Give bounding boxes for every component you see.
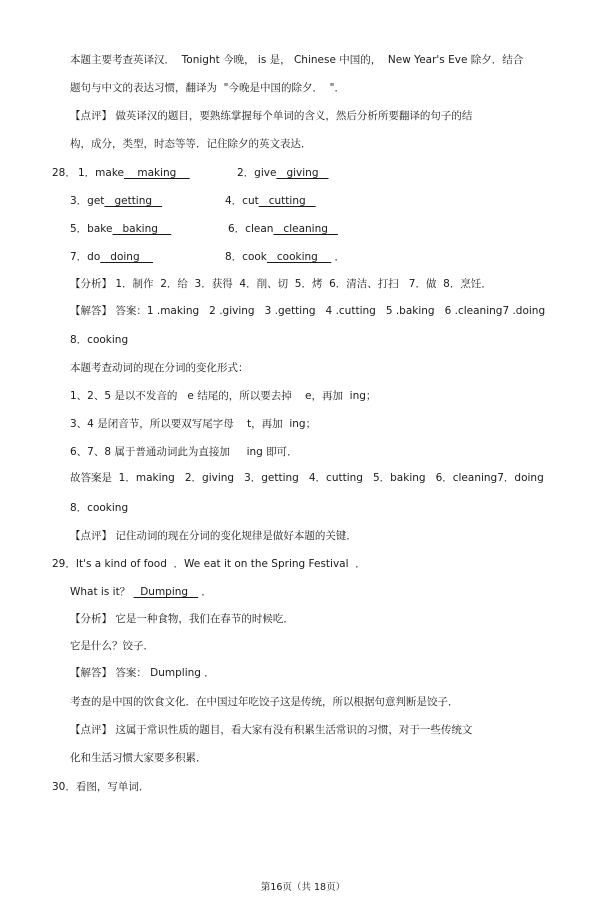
- text-line: 本题主要考查英译汉． Tonight 今晚， is 是， Chinese 中国的， New Year's Eve 除夕．结合: [70, 54, 524, 66]
- question-line: What is it？ Dumping ．: [70, 586, 212, 598]
- rule-line: 3、4 是闭音节，所以要双写尾字母 t，再加 ing；: [70, 418, 317, 430]
- answer-line: 【解答】 答案： Dumpling ．: [70, 667, 215, 679]
- comment-line: 构，成分，类型，时态等等．记住除夕的英文表达．: [70, 138, 312, 150]
- question-stem: 30．看图，写单词．: [52, 781, 150, 793]
- q28-item: 1．make making: [78, 167, 190, 179]
- final-answer-line: 故答案是 1．making 2．giving 3．getting 4．cutting 5．baking 6．cleaning7．doing: [70, 472, 544, 484]
- q28-item: 3．get getting: [70, 195, 163, 207]
- explanation-line: 考查的是中国的饮食文化．在中国过年吃饺子这是传统，所以根据句意判断是饺子．: [70, 696, 459, 708]
- text-line: 题句与中文的表达习惯，翻译为 "今晚是中国的除夕． "．: [70, 82, 346, 94]
- answer-line: 【解答】 答案：1 .making 2 .giving 3 .getting 4 .cutting 5 .baking 6 .cleaning7 .doing: [70, 305, 546, 317]
- q28-item: 5．bake baking: [70, 223, 172, 235]
- question-stem: 29．It's a kind of food ．We eat it on the Spring Festival ．: [52, 558, 366, 570]
- q28-item: 2．give giving: [237, 167, 329, 179]
- q28-item: 7．do doing: [70, 251, 153, 263]
- answer-line: 8．cooking: [70, 334, 129, 346]
- rule-line: 1、2、5 是以不发音的 e 结尾的，所以要去掉 e，再加 ing；: [70, 390, 377, 402]
- analysis-line: 【分析】 1．制作 2．给 3．获得 4．削、切 5．烤 6．清洁、打扫 7．做 8．烹饪．: [70, 278, 492, 290]
- page-footer: 第16页（共 18页）: [260, 882, 346, 893]
- translation-line: 它是什么？饺子．: [70, 640, 154, 652]
- comment-line: 【点评】 做英译汉的题目，要熟练掌握每个单词的含义，然后分析所要翻译的句子的结: [70, 110, 473, 122]
- comment-line: 【点评】 记住动词的现在分词的变化规律是做好本题的关键．: [70, 530, 357, 542]
- comment-line: 化和生活习惯大家要多积累．: [70, 752, 207, 764]
- question-number: 28．: [52, 167, 76, 179]
- q28-item: 6．clean cleaning: [228, 223, 338, 235]
- final-answer-line: 8．cooking: [70, 502, 129, 514]
- comment-line: 【点评】 这属于常识性质的题目，看大家有没有积累生活常识的习惯，对于一些传统文: [70, 724, 473, 736]
- analysis-line: 【分析】 它是一种食物，我们在春节的时候吃．: [70, 613, 294, 625]
- q28-item: 4．cut cutting: [225, 195, 316, 207]
- rule-line: 6、7、8 属于普通动词此为直接加 ing 即可．: [70, 446, 298, 458]
- explanation-line: 本题考查动词的现在分词的变化形式：: [70, 362, 249, 374]
- q28-item: 8．cook cooking ．: [225, 251, 346, 263]
